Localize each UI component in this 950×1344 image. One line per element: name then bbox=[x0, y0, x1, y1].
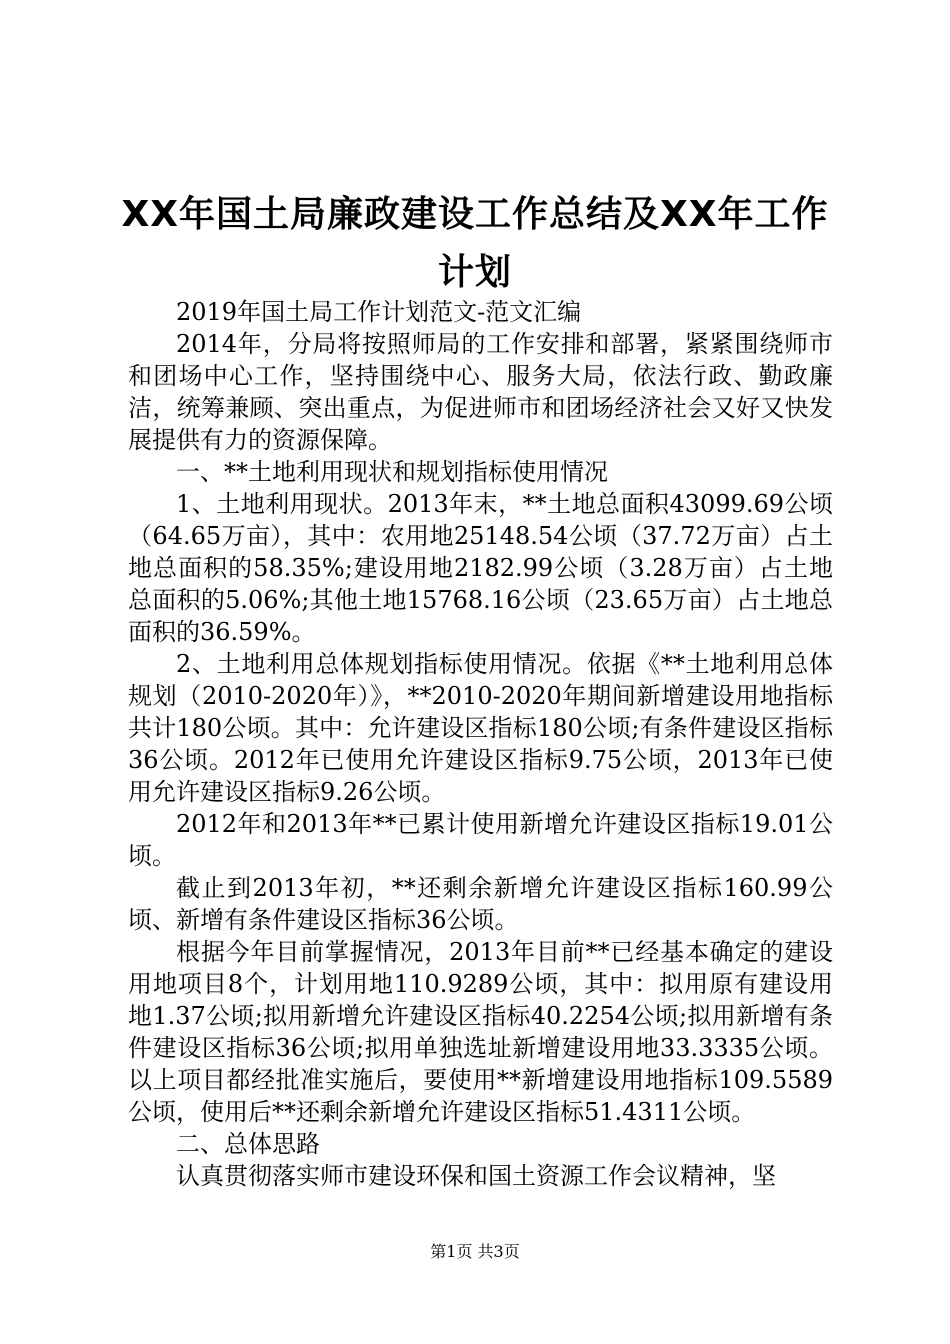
paragraph-projects: 根据今年目前掌握情况，2013年目前**已经基本确定的建设用地项目8个，计划用地110.9289公顷，其中：拟用原有建设用地1.37公顷;拟用新增允许建设区指标40.2254公顷;拟用新增有条件建设区指标36公顷;拟用单独选址新增建设用地33.3335公顷。以上项目都经批准实施后，要使用**新增建设用地指标109.5589公顷，使用后**还剩余新增允许建设区指标51.4311公顷。 bbox=[128, 938, 833, 1126]
paragraph-land-status: 1、土地利用现状。2013年末，**土地总面积43099.69公顷（64.65万亩），其中：农用地25148.54公顷（37.72万亩）占土地总面积的58.35%;建设用地2182.99公顷（3.28万亩）占土地总面积的5.06%;其他土地15768.16公顷（23.65万亩）占土地总面积的36.59%。 bbox=[128, 490, 833, 646]
section-heading-1: 一、**土地利用现状和规划指标使用情况 bbox=[176, 458, 608, 486]
paragraph-subtitle: 2019年国土局工作计划范文-范文汇编 bbox=[176, 298, 582, 326]
paragraph-overall-idea: 认真贯彻落实师市建设环保和国土资源工作会议精神，坚 bbox=[176, 1162, 776, 1190]
paragraph-plan-indicators: 2、土地利用总体规划指标使用情况。依据《**土地利用总体规划（2010-2020年）》，**2010-2020年期间新增建设用地指标共计180公顷。其中：允许建设区指标180公顷;有条件建设区指标36公顷。2012年已使用允许建设区指标9.75公顷，2013年已使用允许建设区指标9.26公顷。 bbox=[128, 650, 833, 806]
section-heading-2: 二、总体思路 bbox=[176, 1130, 320, 1158]
page-footer: 第1页 共3页 bbox=[430, 1242, 520, 1261]
paragraph-cumulative-usage: 2012年和2013年**已累计使用新增允许建设区指标19.01公顷。 bbox=[128, 810, 833, 870]
document-title: XX年国土局廉政建设工作总结及XX年工作计划 bbox=[121, 194, 829, 293]
paragraph-intro: 2014年，分局将按照师局的工作安排和部署，紧紧围绕师市和团场中心工作，坚持围绕中心、服务大局，依法行政、勤政廉洁，统筹兼顾、突出重点，为促进师市和团场经济社会又好又快发展提供有力的资源保障。 bbox=[128, 330, 833, 454]
document-body bbox=[128, 296, 833, 1192]
paragraph-remaining: 截止到2013年初，**还剩余新增允许建设区指标160.99公顷、新增有条件建设区指标36公顷。 bbox=[128, 874, 833, 934]
